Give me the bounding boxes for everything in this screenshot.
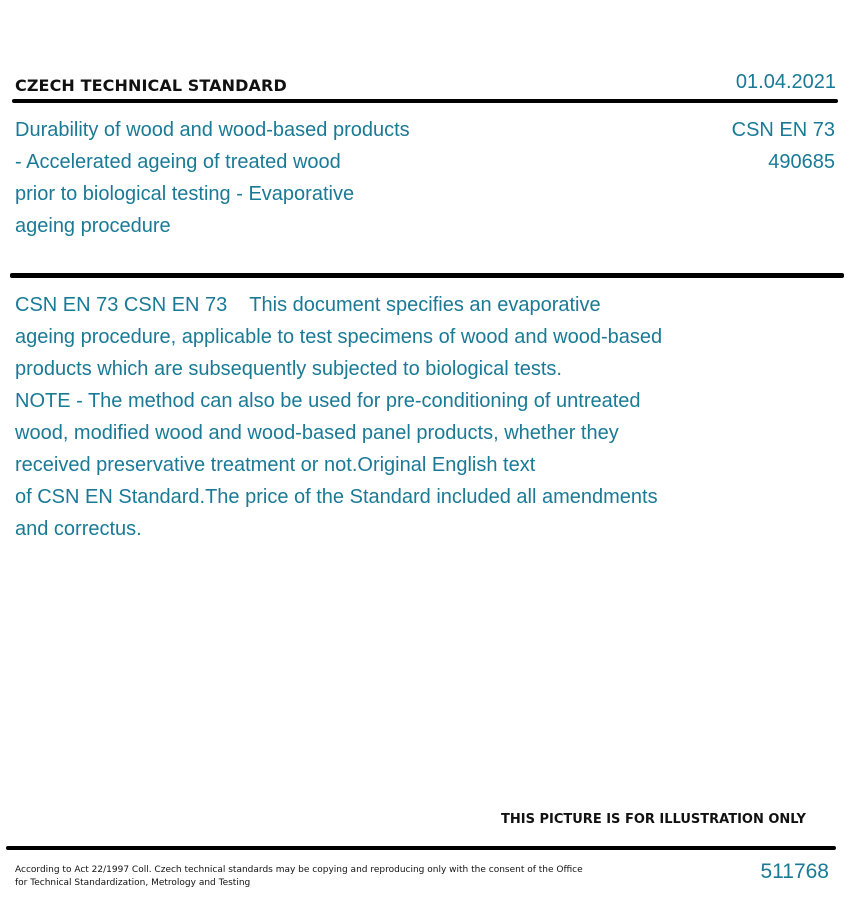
title-divider bbox=[10, 273, 844, 278]
standard-code: CSN EN 73 bbox=[731, 119, 835, 141]
standard-number: 490685 bbox=[768, 151, 835, 173]
standard-identifier bbox=[732, 114, 835, 178]
title-line: prior to biological testing - Evaporative bbox=[15, 183, 355, 205]
description-line: received preservative treatment or not.Original English text bbox=[15, 454, 536, 476]
standard-description bbox=[15, 289, 835, 545]
header-divider bbox=[12, 99, 838, 103]
standard-title bbox=[15, 114, 485, 242]
footer-divider bbox=[6, 846, 836, 850]
description-line: NOTE - The method can also be used for pre-conditioning of untreated bbox=[15, 390, 641, 412]
description-line bbox=[15, 289, 835, 321]
publication-date: 01.04.2021 bbox=[735, 71, 836, 93]
document-type-label: CZECH TECHNICAL STANDARD bbox=[15, 76, 287, 95]
footer-number: 511768 bbox=[760, 860, 829, 883]
description-line: ageing procedure, applicable to test specimens of wood and wood-based bbox=[15, 326, 663, 348]
copyright-line: According to Act 22/1997 Coll. Czech technical standards may be copying and reproducing only with the consent of the Office bbox=[15, 865, 583, 875]
title-line: ageing procedure bbox=[15, 215, 171, 237]
description-first-line: This document specifies an evaporative bbox=[249, 294, 601, 316]
copyright-line: for Technical Standardization, Metrology and Testing bbox=[15, 878, 251, 888]
title-line: - Accelerated ageing of treated wood bbox=[15, 151, 341, 173]
description-line: and correctus. bbox=[15, 518, 142, 540]
title-line: Durability of wood and wood-based products bbox=[15, 119, 410, 141]
illustration-disclaimer: THIS PICTURE IS FOR ILLUSTRATION ONLY bbox=[501, 812, 806, 827]
description-line: wood, modified wood and wood-based panel products, whether they bbox=[15, 422, 619, 444]
description-line: of CSN EN Standard.The price of the Standard included all amendments bbox=[15, 486, 658, 508]
description-prefix: CSN EN 73 CSN EN 73 bbox=[15, 294, 228, 316]
description-line: products which are subsequently subjected to biological tests. bbox=[15, 358, 562, 380]
copyright-note bbox=[15, 864, 595, 890]
